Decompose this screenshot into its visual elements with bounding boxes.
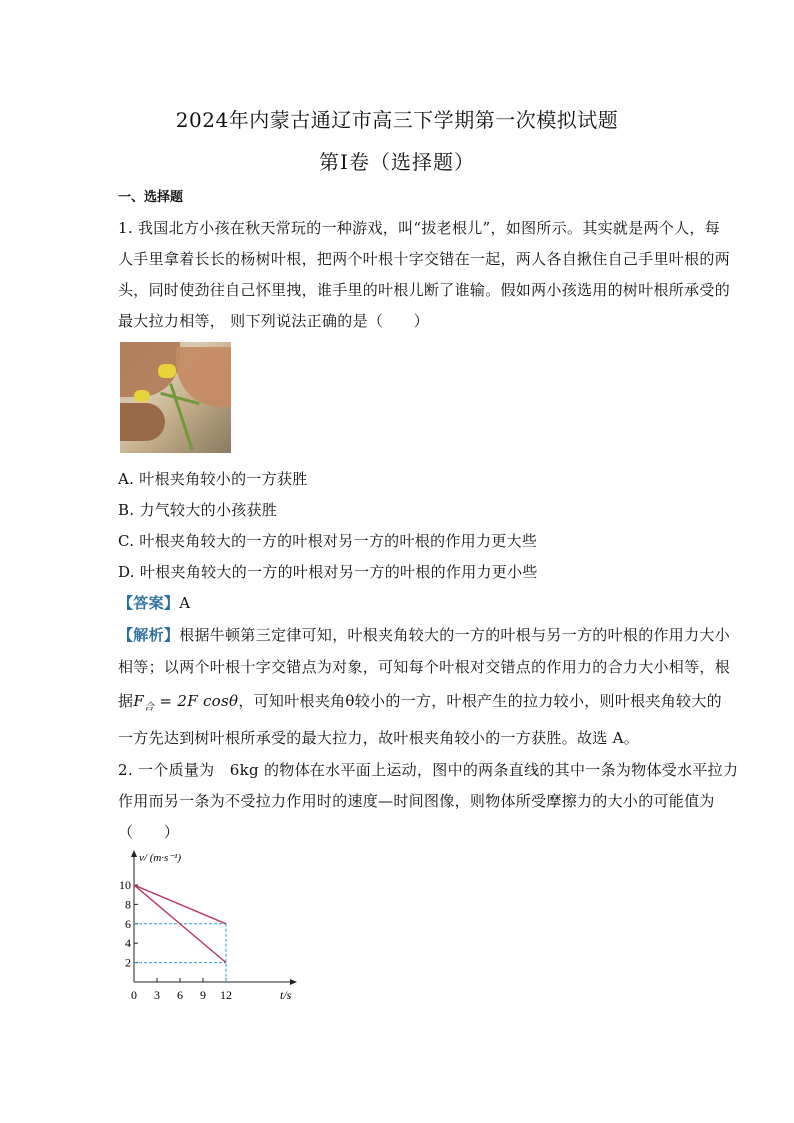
y-tick-label: 2 bbox=[125, 955, 131, 970]
page-subtitle: 第Ⅰ卷（选择题） bbox=[319, 150, 475, 174]
q2-line-3: （ ） bbox=[118, 823, 180, 841]
y-tick-label: 10 bbox=[119, 878, 131, 892]
q1-analysis-line-2: 相等；以两个叶根十字交错点为对象，可知每个叶根对交错点的作用力的合力大小相等，根 bbox=[118, 658, 731, 676]
y-axis-arrow bbox=[131, 850, 137, 857]
q1-analysis-line-4: 一方先达到树叶根所承受的最大拉力，故叶根夹角较小的一方获胜。故选 A。 bbox=[118, 729, 640, 747]
x-tick-label: 3 bbox=[154, 988, 160, 1002]
x-tick-label: 12 bbox=[220, 988, 232, 1002]
velocity-time-chart bbox=[110, 845, 310, 1005]
x-tick-label: 6 bbox=[177, 988, 183, 1002]
q1-analysis-line-3: 据$F_合 = 2F$ cosθ，可知叶根夹角θ较小的一方，叶根产生的拉力较小，则叶根夹角较大的 bbox=[118, 692, 722, 713]
answer-value: A bbox=[179, 594, 191, 612]
series-line-2 bbox=[134, 885, 226, 963]
section-heading: 一、选择题 bbox=[118, 190, 184, 205]
q1-option-a: A. 叶根夹角较小的一方获胜 bbox=[118, 470, 308, 488]
q1-answer bbox=[118, 592, 190, 613]
y-tick-label: 6 bbox=[125, 916, 131, 931]
q1-line-2: 人手里拿着长长的杨树叶根，把两个叶根十字交错在一起，两人各自揪住自己手里叶根的两 bbox=[118, 250, 731, 268]
resultant-force-formula: $F_合 = 2F$ cosθ bbox=[133, 692, 239, 713]
answer-label: 【答案】 bbox=[118, 594, 180, 612]
q1-line-3: 头，同时使劲往自己怀里拽，谁手里的叶根儿断了谁输。假如两小孩选用的树叶根所承受的 bbox=[118, 281, 731, 299]
page-title: 2024年内蒙古通辽市高三下学期第一次模拟试题 bbox=[175, 108, 619, 132]
x-tick-label: 0 bbox=[131, 988, 137, 1002]
analysis-text-1: 根据牛顿第三定律可知，叶根夹角较大的一方的叶根与另一方的叶根的作用力大小 bbox=[179, 626, 731, 644]
y-tick-label: 8 bbox=[125, 897, 131, 912]
x-axis-arrow bbox=[290, 979, 297, 985]
q1-option-d: D. 叶根夹角较大的一方的叶根对另一方的叶根的作用力更小些 bbox=[118, 563, 538, 581]
q1-option-b: B. 力气较大的小孩获胜 bbox=[118, 501, 278, 519]
q2-line-2: 作用而另一条为不受拉力作用时的速度—时间图像，则物体所受摩擦力的大小的可能值为 bbox=[118, 792, 715, 810]
q1-analysis-line-1 bbox=[118, 624, 730, 645]
x-tick-label: 9 bbox=[200, 988, 206, 1002]
q2-line-1: 2. 一个质量为 6kg 的物体在水平面上运动，图中的两条直线的其中一条为物体受水平拉力 bbox=[118, 761, 739, 779]
q1-line-1: 1. 我国北方小孩在秋天常玩的一种游戏，叫“拔老根儿”，如图所示。其实就是两个人，每 bbox=[118, 219, 721, 237]
y-tick-label: 4 bbox=[125, 936, 131, 951]
x-axis-label: t/s bbox=[280, 988, 292, 1002]
analysis-label: 【解析】 bbox=[118, 626, 180, 644]
leaf-stem-game-photo bbox=[120, 342, 231, 453]
q1-line-4: 最大拉力相等， 则下列说法正确的是（ ） bbox=[118, 312, 430, 330]
series-line-1 bbox=[134, 885, 226, 924]
q1-option-c: C. 叶根夹角较大的一方的叶根对另一方的叶根的作用力更大些 bbox=[118, 532, 538, 550]
y-axis-label: v/ (m·s⁻¹) bbox=[139, 852, 182, 864]
